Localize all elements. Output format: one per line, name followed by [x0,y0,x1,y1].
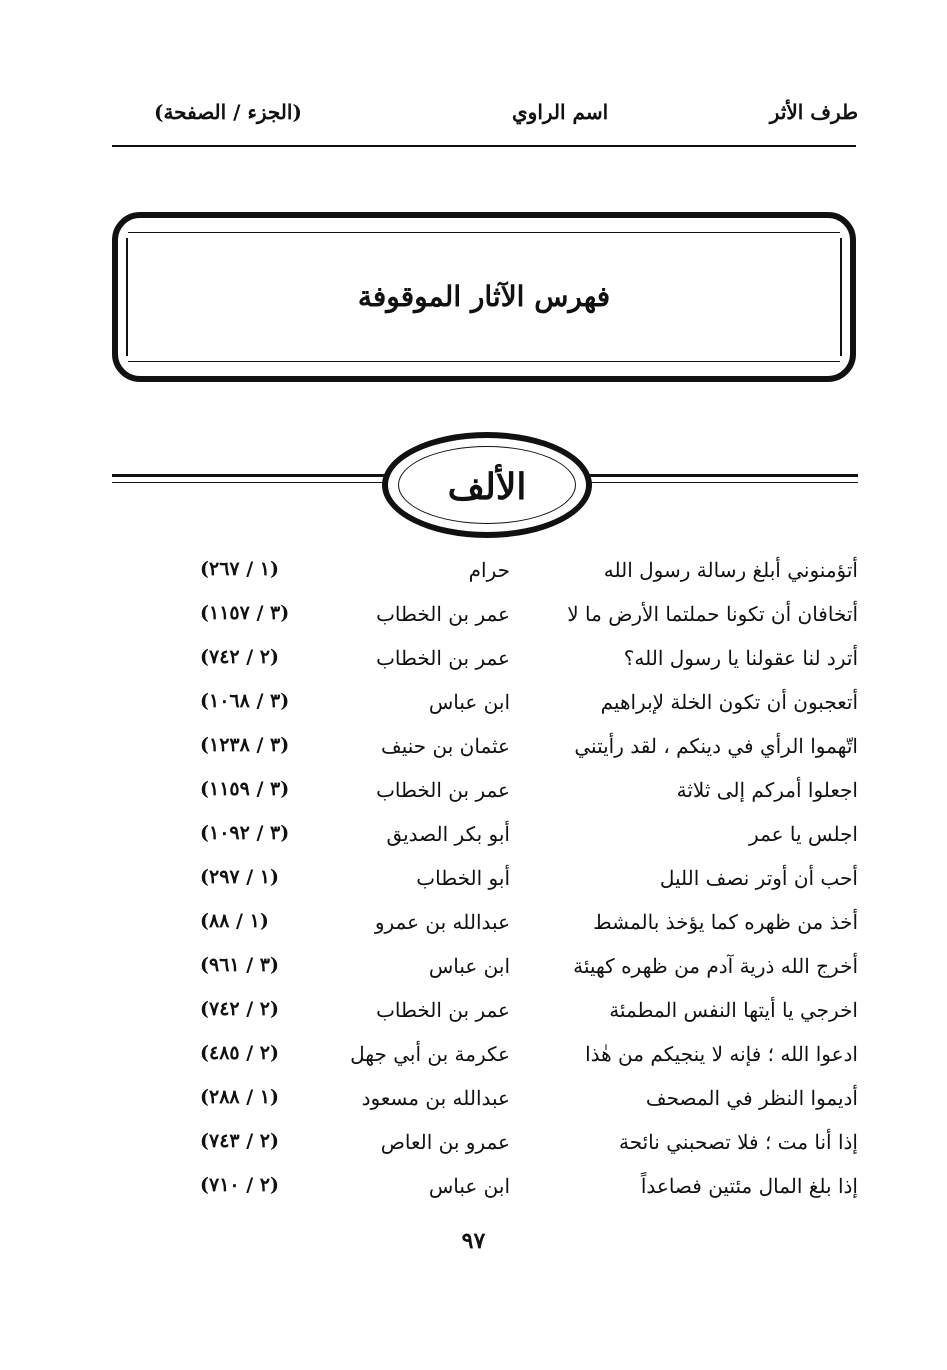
entry-athar: أتعجبون أن تكون الخلة لإبراهيم [600,690,858,714]
entry-rawi: أبو الخطاب [416,866,510,890]
list-item [112,954,858,998]
entry-rawi: ابن عباس [428,1174,510,1198]
entry-ref: (٢ / ٧١٠) [200,1174,280,1196]
list-item [112,998,858,1042]
entry-athar: أتؤمنوني أبلغ رسالة رسول الله [603,558,858,582]
entry-ref: (٢ / ٧٤٢) [200,998,280,1020]
entry-athar: اجلس يا عمر [749,822,858,846]
entry-athar: أتخافان أن تكونا حملتما الأرض ما لا [567,602,858,626]
entry-rawi: عبدالله بن عمرو [374,910,510,934]
entry-ref: (١ / ٢٦٧) [200,558,280,580]
entry-ref: (١ / ٢٩٧) [200,866,280,888]
entry-rawi: حرام [468,558,510,582]
list-item [112,734,858,778]
list-item [112,1042,858,1086]
entry-ref: (٣ / ١١٥٩) [200,778,290,800]
header-athar: طرف الأثر [769,100,858,124]
entry-rawi: ابن عباس [428,690,510,714]
entry-rawi: عمر بن الخطاب [376,602,510,626]
list-item [112,1174,858,1218]
frame-inner-line [128,361,840,362]
entry-ref: (٣ / ١٠٦٨) [200,690,290,712]
entry-athar: اتّهموا الرأي في دينكم ، لقد رأيتني [574,734,858,758]
entry-rawi: عمر بن الخطاب [376,998,510,1022]
entry-ref: (٢ / ٧٤٢) [200,646,280,668]
entry-rawi: ابن عباس [428,954,510,978]
entry-athar: اجعلوا أمركم إلى ثلاثة [676,778,858,802]
page-title: فهرس الآثار الموقوفة [357,280,611,313]
list-item [112,866,858,910]
entry-athar: إذا أنا مت ؛ فلا تصحبني نائحة [618,1130,858,1154]
list-item [112,1086,858,1130]
entry-rawi: عبدالله بن مسعود [361,1086,510,1110]
entry-athar: أترد لنا عقولنا يا رسول الله؟ [623,646,858,670]
divider [112,482,388,483]
entry-athar: اخرجي يا أيتها النفس المطمئة [609,998,858,1022]
list-item [112,602,858,646]
list-item [112,690,858,734]
entry-ref: (٣ / ١٢٣٨) [200,734,290,756]
entry-ref: (٣ / ١١٥٧) [200,602,290,624]
entry-ref: (٢ / ٤٨٥) [200,1042,280,1064]
entry-athar: أديموا النظر في المصحف [645,1086,858,1110]
header-rawi: اسم الراوي [512,100,609,124]
list-item [112,778,858,822]
header-rule [112,145,856,147]
entry-athar: أحب أن أوتر نصف الليل [659,866,858,890]
entry-ref: (١ / ٢٨٨) [200,1086,280,1108]
page-number: ٩٧ [461,1228,486,1254]
entry-rawi: أبو بكر الصديق [386,822,510,846]
entry-athar: إذا بلغ المال مئتين فصاعداً [640,1174,858,1198]
list-item [112,910,858,954]
column-header [112,100,858,140]
entry-rawi: عمر بن الخطاب [376,646,510,670]
entries-list [112,558,858,1218]
list-item [112,558,858,602]
entry-athar: أخرج الله ذرية آدم من ظهره كهيئة [573,954,858,978]
list-item [112,822,858,866]
divider [588,482,858,483]
entry-rawi: عمرو بن العاص [380,1130,510,1154]
entry-rawi: عمر بن الخطاب [376,778,510,802]
section-oval [382,432,592,538]
title-frame [112,212,856,382]
entry-ref: (٢ / ٧٤٣) [200,1130,280,1152]
entry-athar: ادعوا الله ؛ فإنه لا ينجيكم من هٰذا [585,1042,858,1066]
divider [588,474,858,477]
list-item [112,646,858,690]
entry-ref: (٣ / ١٠٩٢) [200,822,290,844]
frame-inner-line [128,232,840,233]
section-letter: الألف [447,466,527,508]
section-heading [112,430,858,560]
entry-ref: (١ / ٨٨) [200,910,269,932]
entry-athar: أخذ من ظهره كما يؤخذ بالمشط [593,910,858,934]
entry-ref: (٣ / ٩٦١) [200,954,280,976]
entry-rawi: عثمان بن حنيف [381,734,510,758]
entry-rawi: عكرمة بن أبي جهل [350,1042,510,1066]
list-item [112,1130,858,1174]
header-ref: (الجزء / الصفحة) [154,100,302,124]
divider [112,474,388,477]
